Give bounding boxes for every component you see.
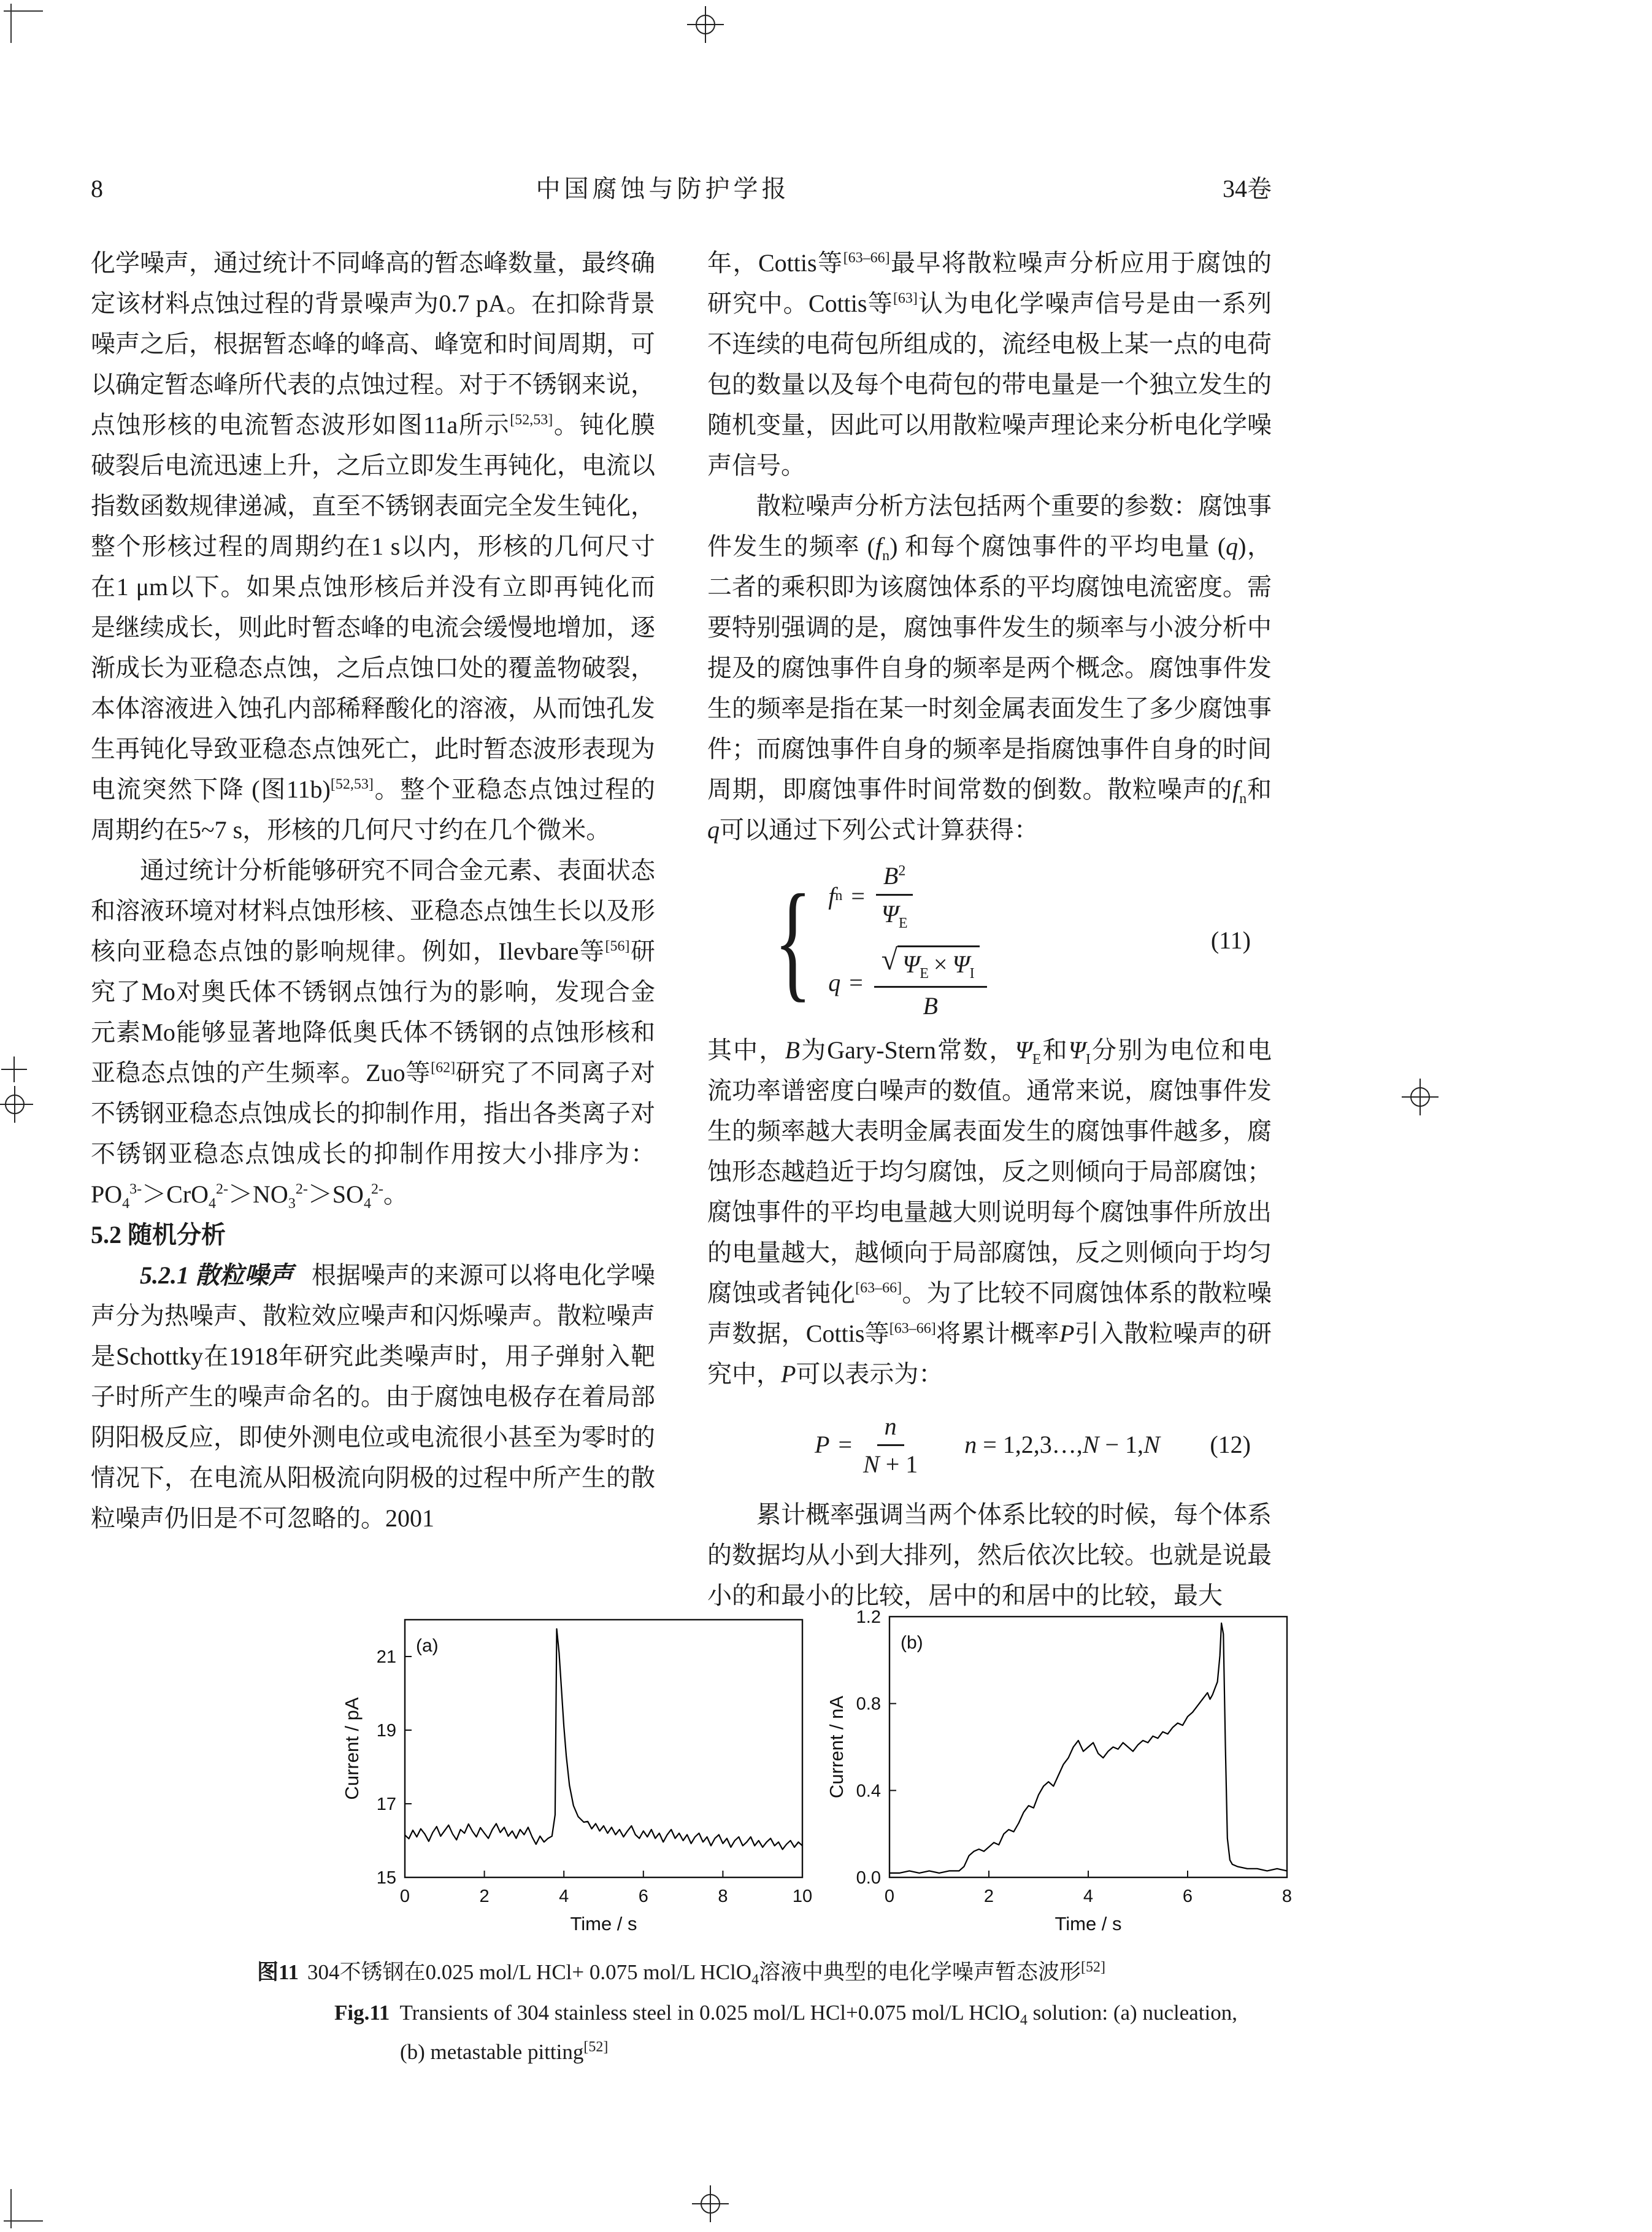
- article-body: [91, 243, 1272, 1609]
- equation-12-condition: n = 1,2,3…,N − 1,N: [964, 1431, 1160, 1458]
- svg-text:10: 10: [792, 1887, 813, 1906]
- math-sub: E: [920, 966, 929, 982]
- paragraph-text: 根据噪声的来源可以将电化学噪声分为热噪声、散粒效应噪声和闪烁噪声。散粒噪声是Schottky在1918年研究此类噪声时，用子弹射入靶子时所产生的噪声命名的。由于腐蚀电极存在着局部阴阳极反应，即使外测电位或电流很小甚至为零时的情况下，在电流从阳极流向阴极的过程中所产生的散粒噪声仍旧是不可忽略的。2001: [91, 1261, 655, 1532]
- math-var: Ψ: [952, 950, 970, 978]
- math-equals: =: [851, 882, 865, 910]
- svg-text:6: 6: [1182, 1887, 1193, 1906]
- fraction-numerator: [876, 860, 913, 896]
- fraction: [863, 1410, 918, 1479]
- svg-text:6: 6: [638, 1887, 648, 1906]
- math-sub: I: [969, 966, 975, 982]
- svg-text:Time / s: Time / s: [570, 1913, 637, 1934]
- left-column: [91, 243, 655, 1539]
- svg-text:Current / nA: Current / nA: [827, 1695, 847, 1799]
- equation-12-expression: [815, 1410, 920, 1479]
- equation-number: (11): [1210, 926, 1251, 954]
- math-var: f: [828, 882, 836, 910]
- fraction-numerator: n: [877, 1410, 904, 1446]
- volume-label: 34卷: [1223, 175, 1272, 202]
- crop-mark-top-left: [4, 4, 47, 47]
- fraction-denominator: [882, 896, 908, 932]
- chart-b-metastable-pitting-transient: [827, 1591, 1324, 1939]
- figure-caption-english-line2: [400, 2038, 608, 2066]
- chart-a-nucleation-transient: [342, 1594, 839, 1939]
- svg-text:2: 2: [479, 1887, 490, 1906]
- fraction: [874, 944, 987, 1020]
- math-var: Ψ: [881, 900, 899, 928]
- section-heading-5-2: 5.2 随机分析: [91, 1221, 226, 1249]
- svg-text:0.0: 0.0: [856, 1868, 881, 1888]
- journal-title: 中国腐蚀与防护学报: [536, 175, 790, 202]
- svg-text:8: 8: [1281, 1887, 1293, 1906]
- math-var: N: [863, 1450, 880, 1478]
- right-column: [707, 243, 1272, 1616]
- math-times: ×: [933, 950, 948, 978]
- svg-text:0.8: 0.8: [856, 1694, 881, 1714]
- equation-number: (12): [1210, 1431, 1251, 1458]
- paragraph: [91, 1255, 655, 1539]
- equation-11-line-1: [828, 860, 989, 932]
- paragraph: 化学噪声，通过统计不同峰高的暂态峰数量，最终确定该材料点蚀过程的背景噪声为0.7 pA。在扣除背景噪声之后，根据暂态峰的峰高、峰宽和时间周期，可以确定暂态峰所代表的点蚀过程。对于不锈钢来说，点蚀形核的电流暂态波形如图11a所示[52,53]。钝化膜破裂后电流迅速上升，之后立即发生再钝化，电流以指数函数规律递减，直至不锈钢表面完全发生钝化，整个形核过程的周期约在1 s以内，形核的几何尺寸在1 μm以下。如果点蚀形核后并没有立即再钝化而是继续成长，则此时暂态峰的电流会缓慢地增加，逐渐成长为亚稳态点蚀，之后点蚀口处的覆盖物破裂，本体溶液进入蚀孔内部稀释酸化的溶液，从而蚀孔发生再钝化导致亚稳态点蚀死亡，此时暂态波形表现为电流突然下降 (图11b)[52,53]。整个亚稳态点蚀过程的周期约在5~7 s，形核的几何尺寸约在几个微米。: [91, 249, 656, 844]
- svg-text:21: 21: [376, 1647, 396, 1667]
- paragraph: 年，Cottis等[63–66]最早将散粒噪声分析应用于腐蚀的研究中。Cottis等[63]认为电化学噪声信号是由一系列不连续的电荷包所组成的，流经电极上某一点的电荷包的数量以及每个电荷包的带电量是一个独立发生的随机变量，因此可以用散粒噪声理论来分析电化学噪声信号。: [707, 249, 1272, 479]
- paragraph: 通过统计分析能够研究不同合金元素、表面状态和溶液环境对材料点蚀形核、亚稳态点蚀生长以及形核向亚稳态点蚀的影响规律。例如，Ilevbare等[56]研究了Mo对奥氏体不锈钢点蚀行为的影响，发现合金元素Mo能够显著地降低奥氏体不锈钢的点蚀形核和亚稳态点蚀的产生频率。Zuo等[62]研究了不同离子对不锈钢亚稳态点蚀成长的抑制作用，指出各类离子对不锈钢亚稳态点蚀成长的抑制作用按大小排序为：$PO_4^{3-}>CrO_4^{2-}>NO_3^{2-}>SO_4^{2-}$。: [91, 856, 656, 1212]
- figure-caption-en-text: Transients of 304 stainless steel in 0.025 mol/L HCl+0.075 mol/L HClO$_4$ solution: (a) nucleation,: [399, 2001, 1237, 2028]
- equation-11-lines: [828, 860, 989, 1020]
- fraction-numerator: [874, 944, 987, 988]
- math-var: q: [828, 968, 841, 996]
- math-equals: =: [849, 968, 863, 996]
- figure-caption-chinese: [91, 1958, 1272, 1987]
- figure-caption-cn-text: 304不锈钢在0.025 mol/L HCl+ 0.075 mol/L HClO$_4$溶液中典型的电化学噪声暂态波形[52]: [307, 1959, 1106, 1988]
- figure-caption-en-text-2: (b) metastable pitting[52]: [400, 2039, 609, 2064]
- svg-text:(a): (a): [416, 1636, 439, 1656]
- radical-sign: √: [881, 944, 898, 976]
- math-sup: 2: [898, 863, 906, 879]
- registration-mark-right-middle: [1400, 1077, 1440, 1117]
- svg-text:4: 4: [1083, 1887, 1094, 1906]
- fraction: [876, 860, 913, 932]
- svg-text:4: 4: [559, 1887, 569, 1906]
- crop-mark-bottom-left: [4, 2185, 47, 2228]
- registration-mark-bottom-center: [691, 2184, 730, 2223]
- page-number: 8: [91, 175, 103, 202]
- registration-mark-left-cross: [1, 1056, 27, 1082]
- paragraph: 散粒噪声分析方法包括两个重要的参数：腐蚀事件发生的频率 $(f_n)$ 和每个腐蚀事件的平均电量 (q)，二者的乘积即为该腐蚀体系的平均腐蚀电流密度。需要特别强调的是，腐蚀事件发生的频率与小波分析中提及的腐蚀事件自身的频率是两个概念。腐蚀事件发生的频率是指在某一时刻金属表面发生了多少腐蚀事件；而腐蚀事件自身的频率是指腐蚀事件自身的时间周期，即腐蚀事件时间常数的倒数。散粒噪声的$f_n$和q可以通过下列公式计算获得：: [707, 492, 1272, 844]
- math-var: B: [923, 992, 938, 1020]
- math-text: + 1: [885, 1450, 918, 1478]
- math-var: Ψ: [902, 950, 920, 978]
- figure-caption-english: [334, 1999, 1237, 2027]
- figure-label-cn: 图11: [256, 1960, 299, 1984]
- svg-text:0: 0: [399, 1887, 410, 1906]
- svg-text:1.2: 1.2: [856, 1607, 881, 1627]
- page-header: [91, 169, 1272, 204]
- svg-text:2: 2: [983, 1887, 994, 1906]
- equation-11-line-2: [828, 944, 989, 1020]
- radicand: [897, 945, 979, 982]
- svg-text:15: 15: [376, 1868, 396, 1888]
- svg-text:0: 0: [884, 1887, 895, 1906]
- svg-text:8: 8: [718, 1887, 728, 1906]
- svg-text:(b): (b): [901, 1633, 923, 1653]
- math-var: B: [883, 862, 899, 890]
- fraction-denominator: [923, 988, 937, 1020]
- svg-text:Current / pA: Current / pA: [342, 1697, 363, 1800]
- math-sub: n: [835, 888, 843, 904]
- fraction-denominator: [863, 1446, 918, 1479]
- svg-text:17: 17: [376, 1795, 396, 1814]
- equation-11: [707, 860, 1272, 1020]
- svg-text:Time / s: Time / s: [1055, 1913, 1122, 1934]
- svg-text:0.4: 0.4: [856, 1781, 881, 1801]
- registration-mark-left-middle: [0, 1085, 34, 1124]
- math-equals: =: [838, 1431, 852, 1458]
- paragraph: 其中，B为Gary-Stern常数，$\Psi_E$和$\Psi_I$分别为电位和电流功率谱密度白噪声的数值。通常来说，腐蚀事件发生的频率越大表明金属表面发生的腐蚀事件越多，腐蚀形态越趋近于均匀腐蚀，反之则倾向于局部腐蚀；腐蚀事件的平均电量越大则说明每个腐蚀事件所放出的电量越大，越倾向于局部腐蚀，反之则倾向于均匀腐蚀或者钝化[63–66]。为了比较不同腐蚀体系的散粒噪声数据，Cottis等[63–66]将累计概率P引入散粒噪声的研究中，P可以表示为：: [707, 1036, 1272, 1388]
- math-var: P: [815, 1431, 830, 1458]
- paragraph: 累计概率强调当两个体系比较的时候，每个体系的数据均从小到大排列，然后依次比较。也就是说最小的和最小的比较，居中的和居中的比较，最大: [707, 1501, 1272, 1609]
- equation-brace: {: [774, 866, 812, 1014]
- equation-12: [707, 1410, 1272, 1479]
- math-sub: E: [898, 915, 908, 931]
- radical: [882, 945, 980, 982]
- svg-text:19: 19: [376, 1721, 396, 1741]
- registration-mark-top-center: [686, 5, 725, 44]
- subsection-heading-5-2-1: 5.2.1 散粒噪声: [140, 1261, 293, 1289]
- figure-label-en: Fig.11: [334, 2001, 390, 2025]
